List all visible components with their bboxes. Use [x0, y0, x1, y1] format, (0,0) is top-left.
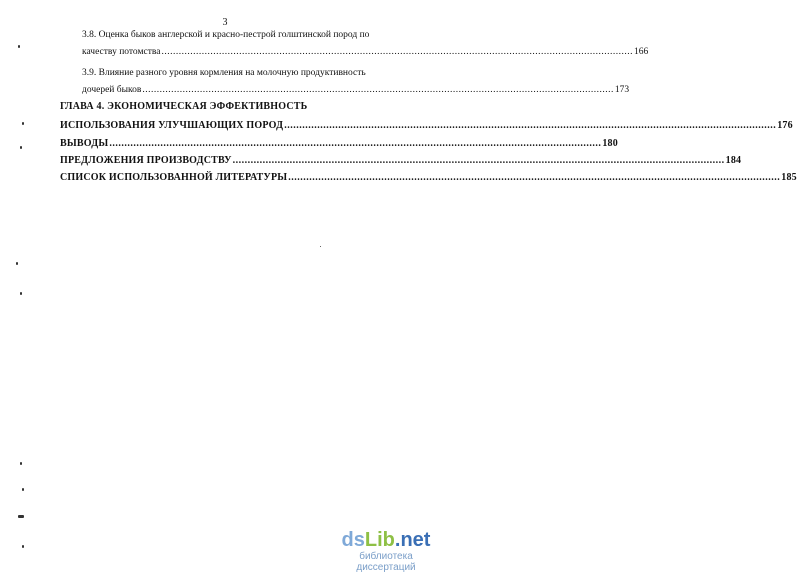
- toc-entry-3-9-line1: 3.9. Влияние разного уровня кормления на молочную продуктивность: [82, 68, 366, 78]
- scan-speck: [18, 515, 24, 518]
- toc-entry-3-8-line1: 3.8. Оценка быков англерской и красно-пестрой голштинской пород по: [82, 30, 370, 40]
- toc-references[interactable]: [60, 172, 797, 183]
- toc-page-number: 185: [781, 172, 797, 183]
- watermark-logo-ds: ds: [341, 529, 365, 551]
- leader-dots: ....................................................................................................................................................................: [232, 155, 725, 166]
- scan-speck: [320, 246, 321, 247]
- toc-page-number: 173: [614, 85, 630, 95]
- toc-references-label: СПИСОК ИСПОЛЬЗОВАННОЙ ЛИТЕРАТУРЫ: [60, 172, 288, 183]
- toc-proposals[interactable]: [60, 155, 742, 166]
- toc-page-number: 180: [602, 138, 618, 149]
- scan-speck: [22, 545, 24, 548]
- toc-chapter-4-line2: ИСПОЛЬЗОВАНИЯ УЛУЧШАЮЩИХ ПОРОД: [60, 120, 284, 131]
- scan-speck: [20, 462, 22, 465]
- watermark-logo-net: net: [400, 529, 431, 551]
- watermark-tagline: библиотека диссертаций: [356, 551, 416, 573]
- scan-speck: [20, 146, 22, 149]
- toc-entry-3-8[interactable]: [82, 47, 649, 57]
- toc-conclusions-label: ВЫВОДЫ: [60, 138, 109, 149]
- toc-proposals-label: ПРЕДЛОЖЕНИЯ ПРОИЗВОДСТВУ: [60, 155, 232, 166]
- toc-chapter-4-line1: ГЛАВА 4. ЭКОНОМИЧЕСКАЯ ЭФФЕКТИВНОСТЬ: [60, 101, 308, 112]
- toc-entry-3-9-line2: дочерей быков: [82, 85, 142, 95]
- scan-speck: [18, 45, 20, 48]
- scan-speck: [22, 488, 24, 491]
- leader-dots: ....................................................................................................................................................................: [142, 85, 614, 95]
- leader-dots: ....................................................................................................................................................................: [288, 172, 781, 183]
- scan-speck: [22, 122, 24, 125]
- watermark-logo-dot: .: [394, 529, 401, 551]
- leader-dots: ....................................................................................................................................................................: [109, 138, 602, 149]
- toc-page-number: 184: [725, 155, 742, 166]
- watermark-logo-lib: Lib: [364, 529, 395, 551]
- leader-dots: ....................................................................................................................................................................: [284, 120, 777, 131]
- toc-chapter-4[interactable]: [60, 120, 793, 131]
- toc-conclusions[interactable]: [60, 138, 618, 149]
- toc-page-number: 166: [633, 47, 649, 57]
- scan-speck: [20, 292, 22, 295]
- toc-entry-3-9[interactable]: [82, 85, 630, 95]
- watermark-logo: [336, 529, 436, 552]
- toc-entry-3-8-line2: качеству потомства: [82, 47, 161, 57]
- toc-page-number: 176: [777, 120, 793, 131]
- page-number: 3: [222, 17, 228, 28]
- watermark: [336, 529, 436, 573]
- leader-dots: ....................................................................................................................................................................: [161, 47, 633, 57]
- scan-speck: [16, 262, 18, 265]
